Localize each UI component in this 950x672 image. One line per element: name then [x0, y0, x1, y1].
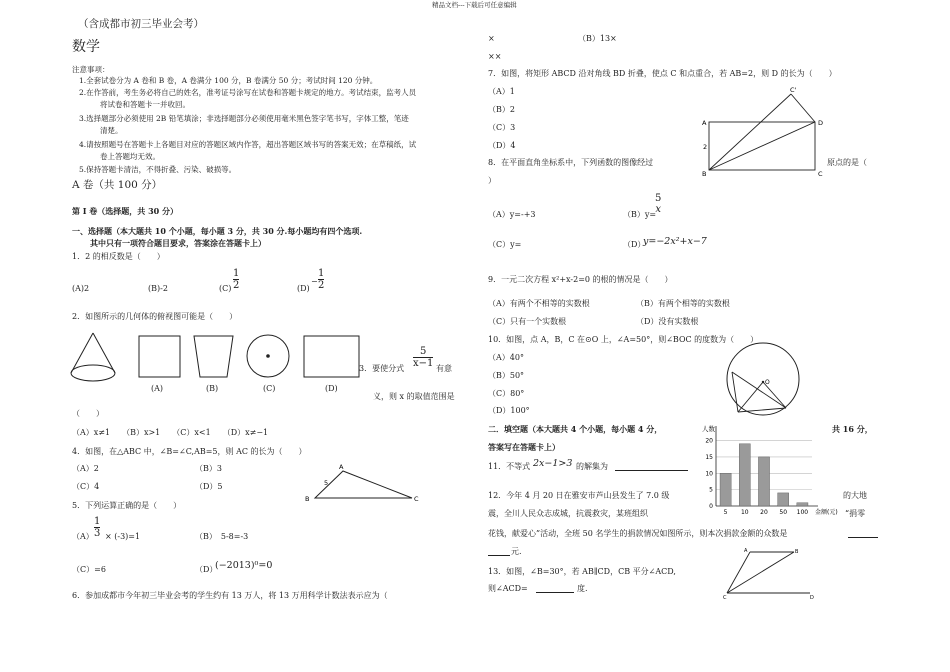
q6-option-a-fragment: × — [488, 34, 495, 43]
q1-fraction-c: 1 2 — [233, 268, 240, 291]
q4-option-d: （D）5 — [195, 482, 223, 491]
q5-option-a-expr: × (-3)=1 — [105, 532, 141, 541]
chart-bar — [720, 473, 731, 506]
q10-option-a: （A）40° — [488, 353, 524, 362]
q4-option-b: （B）3 — [195, 464, 222, 473]
q1-fraction-d: 1 2 — [318, 268, 325, 291]
chart-x-tick-label: 10 — [740, 509, 749, 516]
q4-text: 4．如图，在△ABC 中，∠B=∠C,AB=5，则 AC 的长为（ ） — [72, 447, 307, 456]
q12-text-line3: 花钱，献爱心”活动，全班 50 名学生的捐款情况如图所示，则本次捐款金额的众数是 — [488, 529, 788, 538]
q9-text: 9．一元二次方程 x²+x-2=0 的根的情况是（ ） — [488, 275, 673, 284]
q13-unit: 度. — [577, 584, 588, 593]
chart-y-tick-label: 5 — [709, 486, 713, 494]
section2-heading-cont: 共 16 分， — [832, 424, 873, 434]
chart-bar — [739, 444, 750, 506]
chart-x-tick-label: 20 — [760, 509, 768, 516]
tri-label-b: B — [305, 495, 310, 503]
q3-options: （A）x≠1 （B）x>1 （C）x<1 （D）x≠−1 — [72, 428, 269, 437]
q7-label-b: B — [702, 170, 707, 178]
q7-option-a: （A）1 — [488, 87, 515, 96]
q12-unit: 元. — [511, 547, 522, 556]
notice-title: 注意事项： — [72, 65, 110, 74]
notice-line: 3.选择题部分必须使用 2B 铅笔填涂；非选择题部分必须使用毫米黑色签字笔书写，字体工整，笔迹 — [79, 114, 409, 123]
q13-label-c: C — [723, 595, 727, 601]
donation-bar-chart — [700, 422, 840, 522]
shape-label-c: (C) — [263, 384, 276, 393]
q5-option-a: （A） — [72, 532, 94, 541]
q13-label-a: A — [744, 548, 748, 554]
tri-side-label: 5 — [324, 479, 329, 487]
q5-option-c: （C）=6 — [72, 565, 106, 574]
q3-text-line2: 义，则 x 的取值范围是 — [373, 392, 455, 401]
tri-label-a: A — [339, 463, 344, 471]
q7-label-a: A — [702, 119, 707, 127]
q13-parallel-figure — [722, 549, 822, 599]
q9-option-a: （A）有两个不相等的实数根 — [488, 299, 590, 308]
q9-option-d: （D）没有实数根 — [636, 317, 699, 326]
chart-bar — [758, 457, 769, 506]
q7-label-c: C — [818, 170, 823, 178]
section-a-title: A 卷（共 100 分） — [72, 179, 163, 191]
q8-paren: ） — [488, 176, 496, 185]
shape-label-b: (B) — [206, 384, 219, 393]
q7-side-label: 2 — [703, 143, 708, 151]
q12-answer-blank[interactable] — [848, 537, 878, 538]
q10-circle-figure — [726, 338, 806, 420]
q7-option-d: （D）4 — [488, 141, 516, 150]
q7-rectangle-figure — [700, 88, 830, 178]
chart-y-tick-label: 10 — [705, 470, 713, 478]
notice-line: 清楚。 — [100, 126, 123, 135]
cone-figure — [71, 333, 115, 381]
q2-text: 2．如图所示的几何体的俯视图可能是（ ） — [72, 312, 238, 321]
q6-option-fragment: ×× — [488, 52, 502, 61]
exam-subtitle: （含成都市初三毕业会考） — [78, 18, 204, 30]
q12-text-line1-end: 的大地 — [843, 491, 867, 500]
notice-line: 5.保持答题卡清洁，不得折叠、污染、破损等。 — [79, 165, 237, 174]
q13-label-d: D — [810, 595, 814, 601]
q5-option-d: （D） — [195, 565, 218, 574]
section1-heading: 一、选择题（本大题共 10 个小题，每小题 3 分，共 30 分.每小题均有四个选项. — [72, 226, 363, 236]
chart-x-tick-label: 5 — [723, 509, 728, 516]
page-header: 精品文档---下载后可任意编辑 — [432, 1, 517, 9]
q8-option-b: （B）y= — [623, 210, 657, 219]
q7-label-d: D — [818, 119, 824, 127]
q5-fraction: 1 3 — [94, 516, 101, 539]
q8-option-d-expr: y=−2x²+x−7 — [643, 236, 707, 247]
q10-option-d: （D）100° — [488, 406, 530, 415]
q4-option-c: （C）4 — [72, 482, 100, 491]
q11-answer-blank[interactable] — [615, 470, 688, 471]
chart-x-axis-label: 金额(元) — [815, 509, 838, 516]
q12-text-line2: 震，全川人民众志成城，抗震救灾，某班组织 — [488, 509, 648, 518]
chart-bar — [797, 503, 808, 506]
notice-line: 2.在作答前，考生务必将自己的姓名，准考证号涂写在试卷和答题卡规定的地方。考试结束，监考人员 — [79, 88, 417, 97]
q5-option-b: （B） 5-8=-3 — [195, 532, 249, 541]
chart-y-tick-label: 20 — [705, 437, 713, 445]
q3-paren: （ ） — [72, 409, 104, 418]
q7-label-c-prime: C' — [790, 86, 797, 94]
q12-text-line2-end: “捐零 — [845, 509, 866, 518]
q1-option-d: (D) — [297, 284, 310, 293]
q1-option-b: (B)-2 — [148, 284, 168, 293]
q8-option-c: （C）y= — [488, 240, 522, 249]
q8-text-cont: 原点的是（ — [827, 158, 867, 167]
q8-option-d: （D） — [623, 240, 646, 249]
q13-label-b: B — [795, 549, 799, 555]
q9-option-b: （B）有两个相等的实数根 — [636, 299, 730, 308]
circle-figure — [247, 335, 289, 377]
q12-text-line1: 12．今年 4 月 20 日在雅安市芦山县发生了 7.0 级 — [488, 491, 670, 500]
q13-text-line1: 13．如图，∠B=30°，若 AB∥CD，CB 平分∠ACD, — [488, 567, 676, 576]
q6-option-b: （B）13× — [578, 34, 617, 43]
subject-title: 数学 — [72, 39, 100, 55]
q11-text: 11．不等式 — [488, 462, 531, 471]
trapezoid-figure — [194, 336, 233, 377]
q13-text-line2: 则∠ACD= — [488, 584, 528, 593]
shape-label-a: (A) — [151, 384, 164, 393]
q12-answer-blank-cont[interactable] — [488, 555, 510, 556]
q5-text: 5．下列运算正确的是（ ） — [72, 501, 182, 510]
chart-y-axis-label: 人数 — [702, 425, 715, 433]
q11-inequality: 2x−1>3 — [533, 458, 573, 469]
q1-minus-sign: − — [311, 277, 318, 286]
q3-text-cont: 有意 — [436, 364, 452, 373]
q7-option-b: （B）2 — [488, 105, 515, 114]
q7-option-c: （C）3 — [488, 123, 516, 132]
q8-fraction: 5 x — [655, 193, 662, 215]
notice-line: 卷上答题均无效。 — [100, 152, 160, 161]
shape-label-d: (D) — [325, 384, 338, 393]
section2-heading: 二．填空题（本大题共 4 个小题，每小题 4 分， — [488, 424, 663, 434]
chart-y-tick-label: 15 — [705, 453, 713, 461]
q9-option-c: （C）只有一个实数根 — [488, 317, 567, 326]
q13-answer-blank[interactable] — [536, 592, 574, 593]
q7-text: 7．如图，将矩形 ABCD 沿对角线 BD 折叠，使点 C 和点重合，若 AB=2，则 D 的长为（ ） — [488, 69, 837, 78]
q3-fraction: 5 x−1 — [413, 346, 434, 369]
q5-option-d-expr: (−2013)⁰=0 — [215, 560, 273, 571]
q11-text-cont: 的解集为 — [576, 462, 608, 471]
q1-option-a: (A)2 — [72, 284, 90, 293]
q10-option-b: （B）50° — [488, 371, 525, 380]
square-figure — [139, 336, 180, 377]
q1-text: 1．2 的相反数是（ ） — [72, 252, 165, 261]
q10-center-label: O — [765, 379, 770, 386]
q4-option-a: （A）2 — [72, 464, 99, 473]
chart-x-tick-label: 100 — [796, 509, 809, 516]
q8-option-a: （A）y=-+3 — [488, 210, 536, 219]
chart-x-tick-label: 50 — [779, 509, 788, 516]
section1-heading-cont: 其中只有一项符合题目要求，答案涂在答题卡上） — [90, 238, 266, 248]
notice-line: 将试卷和答题卡一并收回。 — [100, 100, 190, 109]
chart-bar — [778, 493, 789, 506]
notice-line: 4.请按照题号在答题卡上各题目对应的答题区域内作答，超出答题区域书写的答案无效；在草稿纸，试 — [79, 140, 417, 149]
q1-option-c: (C) — [219, 284, 232, 293]
q6-text: 6．参加成都市今年初三毕业会考的学生约有 13 万人，将 13 万用科学计数法表示应为（ — [72, 591, 388, 600]
q4-triangle-figure — [305, 463, 435, 508]
section2-heading-line2: 答案写在答题卡上） — [488, 442, 560, 452]
notice-line: 1.全套试卷分为 A 卷和 B 卷，A 卷满分 100 分，B 卷满分 50 分；考试时间 120 分钟。 — [79, 76, 378, 85]
rectangle-figure — [304, 336, 359, 377]
q3-text: 3．要使分式 — [359, 364, 405, 373]
tri-label-c: C — [414, 495, 419, 503]
q8-text: 8．在平面直角坐标系中，下列函数的图像经过 — [488, 158, 654, 167]
chart-y-tick-label: 0 — [709, 503, 713, 510]
q10-option-c: （C）80° — [488, 389, 525, 398]
part1-title: 第 I 卷（选择题，共 30 分） — [72, 206, 179, 216]
q10-text: 10．如图，点 A，B，C 在⊙O 上，∠A=50°，则∠BOC 的度数为（ ） — [488, 335, 759, 344]
